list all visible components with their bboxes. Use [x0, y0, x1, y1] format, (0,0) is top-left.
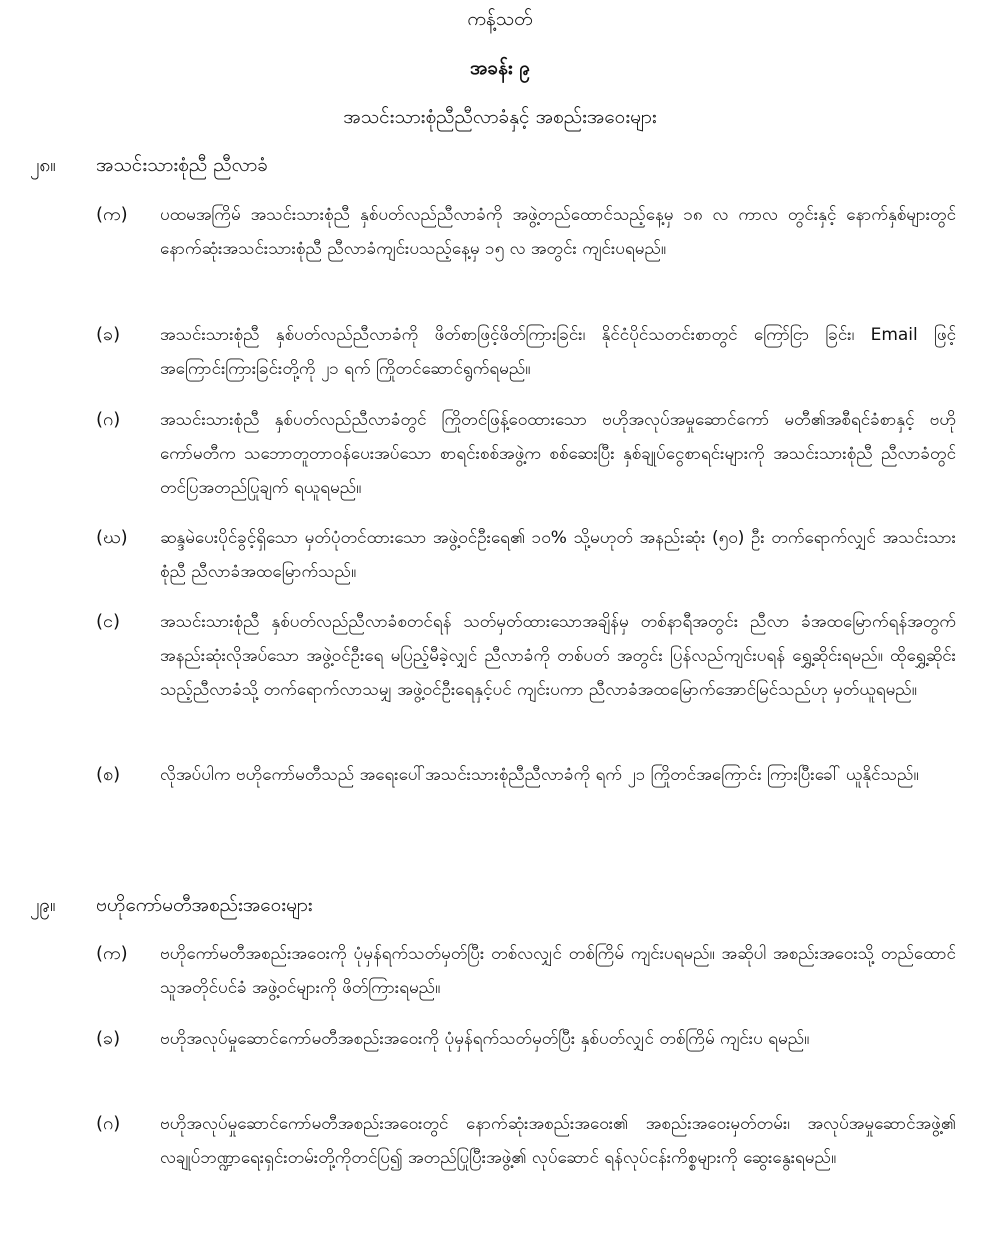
clause-item: [96, 758, 956, 826]
section-title: ဗဟိုကော်မတီအစည်းအဝေးများ: [96, 894, 313, 916]
clause-text: ပထမအကြိမ် အသင်းသားစုံညီ နှစ်ပတ်လည်ညီလာခံကို အဖွဲ့တည်ထောင်သည့်နေ့မှ ၁၈ လ ကာလ တွင်းနှင့် နောက်နှစ်များတွင် နောက်ဆုံးအသင်းသားစုံညီ ညီလာခံကျင်းပသည့်နေ့မှ ၁၅ လ အတွင်း ကျင်းပရမည်။: [160, 205, 956, 259]
clause-text: အသင်းသားစုံညီ နှစ်ပတ်လည်ညီလာခံတွင် ကြိုတင်ဖြန့်ဝေထားသော ဗဟိုအလုပ်အမှုဆောင်ကော် မတီ၏အစီရင်ခံစာနှင့် ဗဟိုကော်မတီက သဘောတူတာဝန်ပေးအပ်သော စာရင်းစစ်အဖွဲ့က စစ်ဆေးပြီး နှစ်ချုပ်ငွေစာရင်းများကို အသင်းသားစုံညီ ညီလာခံတွင် တင်ပြအတည်ပြုချက် ရယူရမည်။: [160, 410, 956, 498]
clause-label: (ခ): [96, 324, 121, 345]
clause-label: (င): [96, 611, 121, 632]
clause-label: (ဂ): [96, 1113, 121, 1134]
chapter-title: ကန့်သတ်: [467, 8, 533, 30]
clause-label: (ဂ): [96, 409, 121, 430]
clause-text: လိုအပ်ပါက ဗဟိုကော်မတီသည် အရေးပေါ်အသင်းသားစုံညီညီလာခံကို ရက် ၂၁ ကြိုတင်အကြောင်း ကြားပြီးခေါ် ယူနိုင်သည်။: [160, 765, 919, 785]
clause-text: အသင်းသားစုံညီ နှစ်ပတ်လည်ညီလာခံစတင်ရန် သတ်မှတ်ထားသောအချိန်မှ တစ်နာရီအတွင်း ညီလာ ခံအထမြောက်ရန်အတွက် အနည်းဆုံးလိုအပ်သော အဖွဲ့ဝင်ဦးရေ မပြည့်မီခဲ့လျှင် ညီလာခံကို တစ်ပတ် အတွင်း ပြန်လည်ကျင်းပရန် ရွှေ့ဆိုင်းရမည်။ ထိုရွှေ့ဆိုင်းသည့်ညီလာခံသို့ တက်ရောက်လာသမျှ အဖွဲ့ဝင်ဦးရေနှင့်ပင် ကျင်းပကာ ညီလာခံအထမြောက်အောင်မြင်သည်ဟု မှတ်ယူရမည်။: [160, 612, 956, 700]
clause-item: [96, 403, 956, 505]
section-title: အသင်းသားစုံညီ ညီလာခံ: [96, 154, 268, 176]
section-number: ၂၈။: [30, 154, 56, 176]
clause-text: အသင်းသားစုံညီ နှစ်ပတ်လည်ညီလာခံကို ဖိတ်စာဖြင့်ဖိတ်ကြားခြင်း၊ နိုင်ငံပိုင်သတင်းစာတွင် ကြော်ငြာ ခြင်း၊ Email ဖြင့်အကြောင်းကြားခြင်းတို့ကို ၂၁ ရက် ကြိုတင်ဆောင်ရွက်ရမည်။: [160, 325, 956, 379]
clause-label: (က): [96, 943, 128, 964]
section-number: ၂၉။: [30, 894, 56, 916]
clause-item: [96, 1107, 956, 1209]
clause-label: (က): [96, 204, 128, 225]
clause-item: [96, 198, 956, 300]
clause-item: [96, 521, 956, 589]
chapter-heading: အသင်းသားစုံညီညီလာခံနှင့် အစည်းအဝေးများ: [343, 106, 657, 128]
clause-label: (ဃ): [96, 527, 128, 548]
clause-item: [96, 937, 956, 1005]
clause-item: [96, 605, 956, 741]
chapter-number: အခန်း ၉: [469, 57, 531, 79]
clause-text: ဗဟိုအလုပ်မှုဆောင်ကော်မတီအစည်းအဝေးကို ပုံမှန်ရက်သတ်မှတ်ပြီး နှစ်ပတ်လျှင် တစ်ကြိမ် ကျင်းပ ရမည်။: [160, 1029, 810, 1049]
clause-label: (စ): [96, 764, 121, 785]
clause-item: [96, 318, 956, 386]
clause-label: (ခ): [96, 1028, 121, 1049]
clause-text: ဗဟိုကော်မတီအစည်းအဝေးကို ပုံမှန်ရက်သတ်မှတ်ပြီး တစ်လလျှင် တစ်ကြိမ် ကျင်းပရမည်။ အဆိုပါ အစည်းအဝေးသို့ တည်ထောင်သူအတိုင်ပင်ခံ အဖွဲ့ဝင်များကို ဖိတ်ကြားရမည်။: [160, 944, 956, 998]
clause-item: [96, 1022, 956, 1090]
clause-text: ဗဟိုအလုပ်မှုဆောင်ကော်မတီအစည်းအဝေးတွင် နောက်ဆုံးအစည်းအဝေး၏ အစည်းအဝေးမှတ်တမ်း၊ အလုပ်အမှုဆောင်အဖွဲ့၏ လချုပ်ဘဏ္ဍာရေးရှင်းတမ်းတို့ကိုတင်ပြ၍ အတည်ပြုပြီးအဖွဲ့၏ လုပ်ဆောင် ရန်လုပ်ငန်းကိစ္စများကို ဆွေးနွေးရမည်။: [160, 1114, 956, 1168]
clause-text: ဆန္ဒမဲပေးပိုင်ခွင့်ရှိသော မှတ်ပုံတင်ထားသော အဖွဲ့ဝင်ဦးရေ၏ ၁၀% သို့မဟုတ် အနည်းဆုံး (၅၀) ဦး တက်ရောက်လျှင် အသင်းသားစုံညီ ညီလာခံအထမြောက်သည်။: [160, 528, 956, 582]
